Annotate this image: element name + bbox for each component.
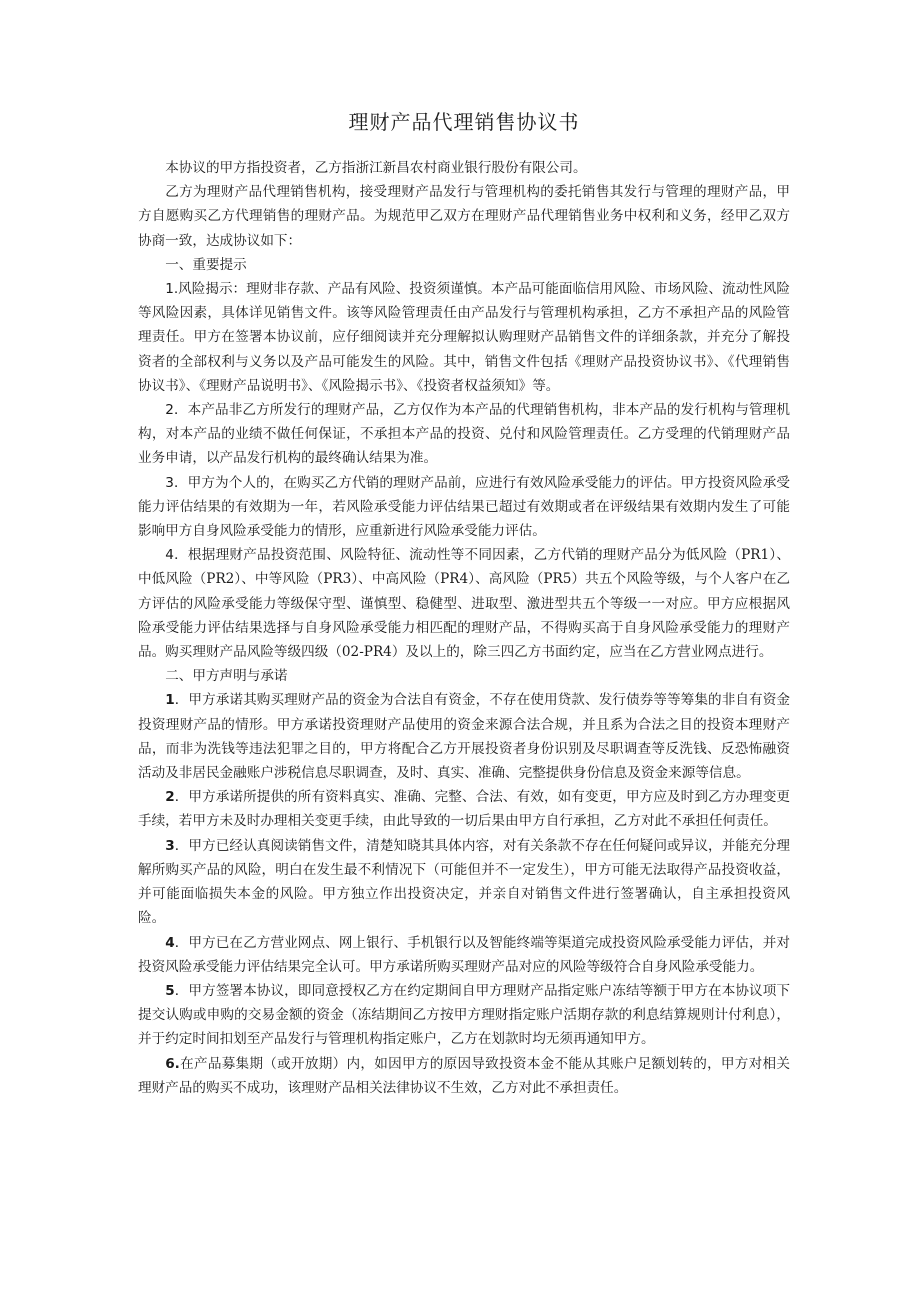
item-text: ．甲方已在乙方营业网点、网上银行、手机银行以及智能终端等渠道完成投资风险承受能力评估，并对投资风险承受能力评估结果完全认可。甲方承诺所购买理财产品对应的风险等级符合自身风险承受能力。 [138, 934, 790, 975]
item-number: 2 [165, 789, 175, 806]
section-1-item-4 [138, 543, 790, 664]
document-title: 理财产品代理销售协议书 [348, 110, 580, 134]
section-1-item-1 [138, 277, 790, 398]
item-text: ．甲方为个人的，在购买乙方代销的理财产品前，应进行有效风险承受能力的评估。甲方投资风险承受能力评估结果的有效期为一年，若风险承受能力评估结果已超过有效期或者在评级结果有效期内发生了可能影响甲方自身风险承受能力的情形，应重新进行风险承受能力评估。 [138, 474, 790, 540]
document-page [138, 108, 790, 1100]
section-1-heading: 一、重要提示 [165, 256, 247, 273]
intro-paragraph-2: 乙方为理财产品代理销售机构，接受理财产品发行与管理机构的委托销售其发行与管理的理财产品，甲方自愿购买乙方代理销售的理财产品。为规范甲乙双方在理财产品代理销售业务中权利和义务，经甲乙双方协商一致，达成协议如下： [138, 184, 790, 249]
section-2-heading: 二、甲方声明与承诺 [165, 668, 288, 685]
item-text: 风险揭示：理财非存款、产品有风险、投资须谨慎。本产品可能面临信用风险、市场风险、流动性风险等风险因素，具体详见销售文件。该等风险管理责任由产品发行与管理机构承担，乙方不承担产品的风险管理责任。甲方在签署本协议前，应仔细阅读并充分理解拟认购理财产品销售文件的详细条款，并充分了解投资者的全部权利与义务以及产品可能发生的风险。其中，销售文件包括《理财产品投资协议书》、《代理销售协议书》、《理财产品说明书》、《风险揭示书》、《投资者权益须知》等。 [138, 281, 790, 394]
item-number: 1 [165, 692, 175, 709]
section-2-item-3 [138, 834, 790, 931]
item-number: 3 [165, 837, 175, 854]
intro-paragraph-1: 本协议的甲方指投资者，乙方指浙江新昌农村商业银行股份有限公司。 [165, 160, 587, 176]
item-text: ．甲方承诺所提供的所有资料真实、准确、完整、合法、有效，如有变更，甲方应及时到乙方办理变更手续，若甲方未及时办理相关变更手续，由此导致的一切后果由甲方自行承担，乙方对此不承担任何责任。 [138, 789, 790, 830]
item-number: 4 [165, 547, 174, 564]
item-text: 在产品募集期（或开放期）内，如因甲方的原因导致投资本金不能从其账户足额划转的，甲方对相关理财产品的购买不成功，该理财产品相关法律协议不生效，乙方对此不承担责任。 [138, 1055, 790, 1096]
item-text: ．甲方承诺其购买理财产品的资金为合法自有资金，不存在使用贷款、发行债券等等筹集的非自有资金投资理财产品的情形。甲方承诺投资理财产品使用的资金来源合法合规，并且系为合法之目的投资本理财产品，而非为洗钱等违法犯罪之目的，甲方将配合乙方开展投资者身份识别及尽职调查等反洗钱、反恐怖融资活动及非居民金融账户涉税信息尽职调查，及时、真实、准确、完整提供身份信息及资金来源等信息。 [138, 692, 790, 782]
section-1-item-3 [138, 471, 790, 544]
item-number: 1. [165, 281, 179, 298]
section-2-item-2 [138, 785, 790, 833]
item-text: ．本产品非乙方所发行的理财产品，乙方仅作为本产品的代理销售机构，非本产品的发行机构与管理机构，对本产品的业绩不做任何保证，不承担本产品的投资、兑付和风险管理责任。乙方受理的代销理财产品业务申请，以产品发行机构的最终确认结果为准。 [138, 402, 790, 467]
item-number: 3 [165, 474, 174, 491]
section-2-item-4 [138, 931, 790, 979]
section-1-item-2 [138, 398, 790, 471]
item-number: 5 [165, 982, 175, 999]
item-number: 4 [165, 934, 175, 951]
section-2-item-5 [138, 979, 790, 1052]
item-text: ．根据理财产品投资范围、风险特征、流动性等不同因素，乙方代销的理财产品分为低风险（PR1）、中低风险（PR2）、中等风险（PR3）、中高风险（PR4）、高风险（PR5）共五个风险等级，与个人客户在乙方评估的风险承受能力等级保守型、谨慎型、稳健型、进取型、激进型共五个等级一一对应。甲方应根据风险承受能力评估结果选择与自身风险承受能力相匹配的理财产品，不得购买高于自身风险承受能力的理财产品。购买理财产品风险等级四级（02-PR4）及以上的，除三四乙方书面约定，应当在乙方营业网点进行。 [138, 547, 790, 661]
section-2-item-6 [138, 1052, 790, 1100]
item-number: 2 [165, 402, 174, 419]
section-2-item-1 [138, 688, 790, 785]
item-text: ．甲方已经认真阅读销售文件，清楚知晓其具体内容，对有关条款不存在任何疑问或异议，并能充分理解所购买产品的风险，明白在发生最不利情况下（可能但并不一定发生），甲方可能无法取得产品投资收益，并可能面临损失本金的风险。甲方独立作出投资决定，并亲自对销售文件进行签署确认，自主承担投资风险。 [138, 837, 790, 927]
item-number: 6. [165, 1055, 180, 1072]
item-text: ．甲方签署本协议，即同意授权乙方在约定期间自甲方理财产品指定账户冻结等额于甲方在本协议项下提交认购或申购的交易金额的资金（冻结期间乙方按甲方理财指定账户活期存款的利息结算规则计付利息），并于约定时间扣划至产品发行与管理机构指定账户，乙方在划款时均无须再通知甲方。 [138, 982, 790, 1048]
